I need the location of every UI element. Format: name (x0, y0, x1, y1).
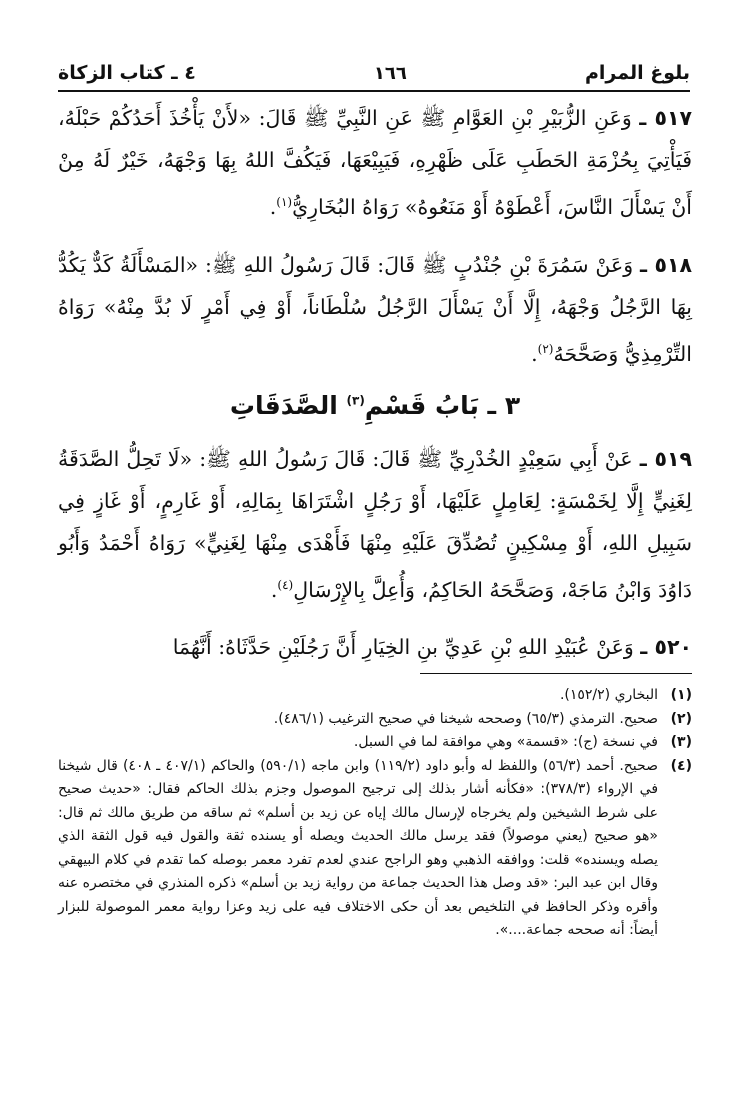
footnote-divider (420, 673, 692, 674)
hadith-number: ٥١٨ ـ (639, 252, 692, 277)
hadith-text: وَعَنْ سَمُرَةَ بْنِ جُنْدُبٍ ﷺ قَالَ: قَالَ رَسُولُ اللهِ ﷺ: «المَسْأَلَةُ كَدٌّ يَكُدُّ بِهَا الرَّجُلُ وَجْهَهُ، إِلَّا أَنْ يَسْأَلَ الرَّجُلُ سُلْطَاناً، أَوْ فِي أَمْرٍ لَا بُدَّ مِنْهُ» رَوَاهُ التِّرْمِذِيُّ وَصَحَّحَهُ (58, 252, 692, 366)
hadith-text: عَنْ أَبِي سَعِيْدٍ الخُدْرِيِّ ﷺ قَالَ: قَالَ رَسُولُ اللهِ ﷺ: «لَا تَحِلُّ الصَّدَقَةُ لِغَنِيٍّ إِلَّا لِخَمْسَةٍ: لِعَامِلٍ عَلَيْهَا، أَوْ رَجُلٍ اشْتَرَاهَا بِمَالِهِ، أَوْ غَارِمٍ، أَوْ غَازٍ فِي سَبِيلِ اللهِ، أَوْ مِسْكِينٍ تُصُدِّقَ عَلَيْهِ مِنْهَا فَأَهْدَى مِنْهَا لِغَنِيٍّ» رَوَاهُ أَحْمَدُ وَأَبُو دَاوُدَ وَابْنُ مَاجَهْ، وَصَحَّحَهُ الحَاكِمُ، وَأُعِلَّ بِالإِرْسَالِ (58, 446, 692, 602)
hadith-number: ٥١٩ ـ (639, 446, 692, 471)
page-header (58, 56, 690, 92)
chapter-title: ٤ ـ كتاب الزكاة (58, 62, 196, 84)
footnote-text: البخاري (١٥٢/٢). (559, 687, 658, 703)
footnote (58, 684, 692, 708)
hadith-518: ٥١٨ ـ وَعَنْ سَمُرَةَ بْنِ جُنْدُبٍ ﷺ قَالَ: قَالَ رَسُولُ اللهِ ﷺ: «المَسْأَلَةُ كَدٌّ يَكُدُّ بِهَا الرَّجُلُ وَجْهَهُ، إِلَّا أَنْ يَسْأَلَ الرَّجُلُ سُلْطَاناً، أَوْ فِي أَمْرٍ لَا بُدَّ مِنْهُ» رَوَاهُ التِّرْمِذِيُّ وَصَحَّحَهُ$^{(٢)}$. (58, 252, 692, 366)
footnote-number: (٤) (670, 757, 692, 774)
hadith-519: ٥١٩ ـ عَنْ أَبِي سَعِيْدٍ الخُدْرِيِّ ﷺ قَالَ: قَالَ رَسُولُ اللهِ ﷺ: «لَا تَحِلُّ الصَّدَقَةُ لِغَنِيٍّ إِلَّا لِخَمْسَةٍ: لِعَامِلٍ عَلَيْهَا، أَوْ رَجُلٍ اشْتَرَاهَا بِمَالِهِ، أَوْ غَارِمٍ، أَوْ غَازٍ فِي سَبِيلِ اللهِ، أَوْ مِسْكِينٍ تُصُدِّقَ عَلَيْهِ مِنْهَا فَأَهْدَى مِنْهَا لِغَنِيٍّ» رَوَاهُ أَحْمَدُ وَأَبُو دَاوُدَ وَابْنُ مَاجَهْ، وَصَحَّحَهُ الحَاكِمُ، وَأُعِلَّ بِالإِرْسَالِ$^{(٤)}$. (58, 446, 692, 602)
hadith-text: وَعَنْ عُبَيْدِ اللهِ بْنِ عَدِيِّ بنِ الخِيَارِ أَنَّ رَجُلَيْنِ حَدَّثَاهُ: أَنَّهُمَا (172, 635, 634, 660)
hadith-517: ٥١٧ ـ وَعَنِ الزُّبَيْرِ بْنِ العَوَّامِ ﷺ عَنِ النَّبِيِّ ﷺ قَالَ: «لأَنْ يَأْخُذَ أَحَدُكُمْ حَبْلَهُ، فَيَأْتِيَ بِحُزْمَةِ الحَطَبِ عَلَى ظَهْرِهِ، فَيَبِيْعَهَا، فَيَكُفَّ اللهُ بِهَا وَجْهَهُ، خَيْرٌ لَهُ مِنْ أَنْ يَسْأَلَ النَّاسَ، أَعْطَوْهُ أَوْ مَنَعُوهُ» رَوَاهُ البُخَارِيُّ$^{(١)}$. (58, 106, 692, 219)
hadith-520 (58, 626, 692, 668)
footnote-number: (٣) (670, 734, 692, 750)
book-title: بلوغ المرام (584, 62, 690, 84)
footnote (58, 708, 692, 732)
footnote-number: (٢) (670, 710, 692, 727)
main-text (58, 97, 692, 684)
footnote-ref: (١) (276, 195, 293, 209)
footnotes (58, 684, 692, 943)
hadith-number: ٥١٧ ـ (639, 106, 692, 130)
page-number: ١٦٦ (373, 62, 407, 84)
footnote-ref: (٢) (537, 341, 554, 356)
footnote-number: (١) (670, 687, 692, 703)
footnote-text: في نسخة (ج): «قسمة» وهي موافقة لما في السبل. (353, 734, 658, 750)
hadith-number: ٥٢٠ ـ (640, 635, 692, 660)
hadith-text: وَعَنِ الزُّبَيْرِ بْنِ العَوَّامِ ﷺ عَنِ النَّبِيِّ ﷺ قَالَ: «لأَنْ يَأْخُذَ أَحَدُكُمْ حَبْلَهُ، فَيَأْتِيَ بِحُزْمَةِ الحَطَبِ عَلَى ظَهْرِهِ، فَيَبِيْعَهَا، فَيَكُفَّ اللهُ بِهَا وَجْهَهُ، خَيْرٌ لَهُ مِنْ أَنْ يَسْأَلَ النَّاسَ، أَعْطَوْهُ أَوْ مَنَعُوهُ» رَوَاهُ البُخَارِيُّ (58, 106, 692, 219)
footnote-ref: (٣) (346, 393, 365, 408)
section-title: ٣ ـ بَابُ قَسْمِ$^{(٣)}$ الصَّدَقَاتِ (229, 390, 521, 420)
footnote (58, 731, 692, 755)
footnote (58, 755, 692, 943)
footnote-text: صحيح. أحمد (٥٦/٣) واللفظ له وأبو داود (١١٩/٢) وابن ماجه (٥٩٠/١) والحاكم (٤٠٧/١ ـ ٤٠٨) قال شيخنا في الإرواء (٣٧٨/٣): «فكأنه أشار بذلك إلى ترجيح الموصول وجزم بذلك الحاكم فقال: «حديث صحيح على شرط الشيخين ولم يخرجاه لإرسال مالك إياه عن زيد بن أسلم» ثم ساقه من طريق مالك ثم قال: «هو صحيح (يعني موصولاً) فقد يرسل مالك الحديث ويصله أو يسنده ثقة والقول فيه قول الثقة الذي يصله ويسنده» قلت: ووافقه الذهبي وهو الراجح عندي لعدم تفرد معمر بوصله كما تقدم في كلام البيهقي وقال ابن عبد البر: «قد وصل هذا الحديث جماعة من رواية زيد بن أسلم» ذكره المنذري في مختصره عنه وأقره وذكر الحافظ في التلخيص بعد أن حكى الاختلاف فيه على زيد وعزا رواية معمر الموصولة للبزار أيضاً: أنه صححه جماعة....». (58, 757, 659, 938)
footnote-ref: (٤) (277, 577, 294, 592)
footnote-text: صحيح. الترمذي (٦٥/٣) وصححه شيخنا في صحيح الترغيب (٤٨٦/١). (273, 710, 658, 727)
